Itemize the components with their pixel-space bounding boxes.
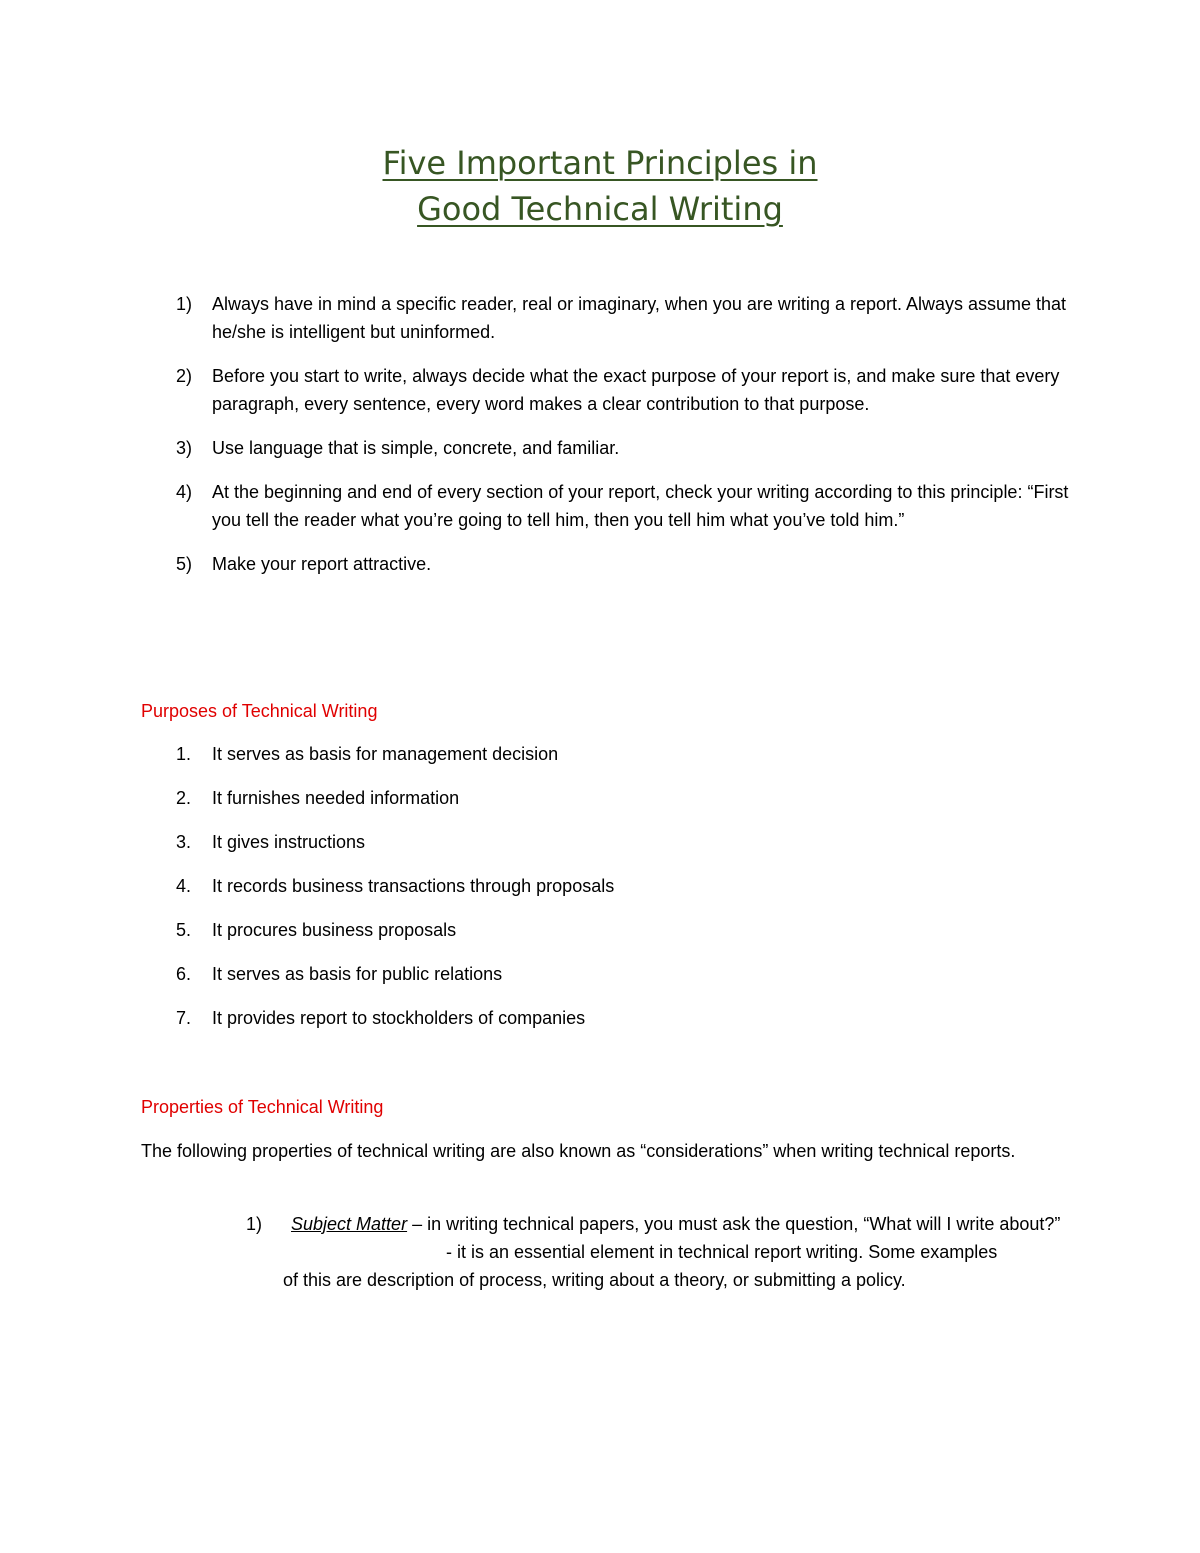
property-row <box>246 1210 1066 1238</box>
title-line-2: Good Technical Writing <box>417 190 783 228</box>
principles-list <box>140 290 1070 594</box>
list-number: 5) <box>176 554 193 574</box>
list-text: It procures business proposals <box>212 920 457 940</box>
property-detail-line-1: - it is an essential element in technical report writing. Some examples <box>446 1242 998 1262</box>
list-number: 7. <box>176 1008 192 1028</box>
list-number: 4) <box>176 482 193 502</box>
list-number: 1. <box>176 744 192 764</box>
purposes-list <box>140 740 1070 1048</box>
list-number: 3. <box>176 832 192 852</box>
property-detail-line-2: of this are description of process, writing about a theory, or submitting a policy. <box>283 1270 906 1290</box>
list-text: Use language that is simple, concrete, and familiar. <box>212 438 620 458</box>
list-text: It gives instructions <box>212 832 366 852</box>
list-item <box>140 362 1070 418</box>
list-number: 3) <box>176 438 193 458</box>
list-item <box>140 960 1070 1004</box>
property-term: Subject Matter <box>291 1214 408 1234</box>
list-text: At the beginning and end of every section of your report, check your writing according to this principle: “First you tell the reader what you’re going to tell him, then you tell him what you’ve told him.” <box>212 482 1069 530</box>
list-text: Always have in mind a specific reader, real or imaginary, when you are writing a report. Always assume that he/she is intelligent but uninformed. <box>212 294 1067 342</box>
properties-heading: Properties of Technical Writing <box>141 1097 384 1117</box>
list-item <box>140 784 1070 828</box>
purposes-heading: Purposes of Technical Writing <box>141 701 378 721</box>
list-number: 1) <box>246 1214 263 1234</box>
property-text <box>286 1210 1060 1238</box>
property-item <box>246 1210 1066 1294</box>
list-item <box>140 434 1070 462</box>
properties-intro: The following properties of technical writing are also known as “considerations” when writing technical reports. <box>141 1141 1016 1161</box>
list-number: 5. <box>176 920 192 940</box>
list-item <box>140 828 1070 872</box>
list-item <box>140 872 1070 916</box>
list-number: 2. <box>176 788 192 808</box>
list-item <box>140 740 1070 784</box>
page-title <box>0 140 1200 232</box>
list-text: It records business transactions through proposals <box>212 876 615 896</box>
list-text: Make your report attractive. <box>212 554 432 574</box>
list-item <box>140 290 1070 346</box>
list-number: 2) <box>176 366 193 386</box>
property-description: – in writing technical papers, you must ask the question, “What will I write about?” <box>407 1214 1061 1234</box>
list-item <box>140 550 1070 578</box>
list-text: It serves as basis for public relations <box>212 964 503 984</box>
list-text: It provides report to stockholders of companies <box>212 1008 586 1028</box>
list-item <box>140 478 1070 534</box>
list-text: It furnishes needed information <box>212 788 460 808</box>
list-number: 6. <box>176 964 192 984</box>
list-number: 1) <box>176 294 193 314</box>
list-item <box>140 916 1070 960</box>
property-detail <box>246 1238 1066 1294</box>
list-number: 4. <box>176 876 192 896</box>
list-item <box>140 1004 1070 1048</box>
list-text: It serves as basis for management decision <box>212 744 559 764</box>
list-text: Before you start to write, always decide what the exact purpose of your report is, and make sure that every paragraph, every sentence, every word makes a clear contribution to that purpose. <box>212 366 1060 414</box>
title-line-1: Five Important Principles in <box>382 144 818 182</box>
